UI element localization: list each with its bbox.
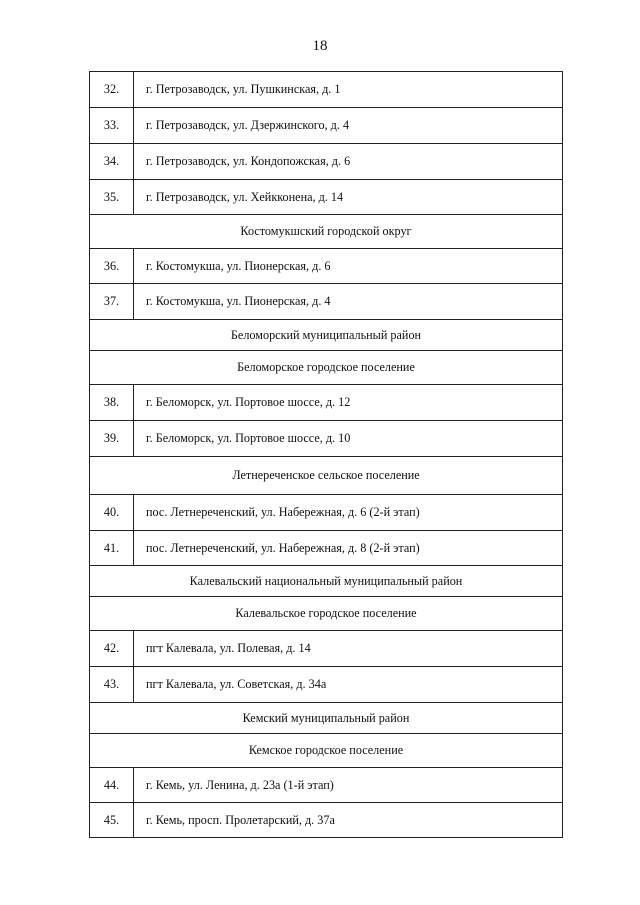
address-cell: г. Кемь, просп. Пролетарский, д. 37а: [134, 803, 563, 838]
row-number: 42.: [90, 631, 134, 667]
address-cell: г. Петрозаводск, ул. Хейкконена, д. 14: [134, 180, 563, 215]
section-title: Беломорский муниципальный район: [90, 320, 563, 351]
table-row: [90, 421, 563, 457]
address-cell: г. Кемь, ул. Ленина, д. 23а (1-й этап): [134, 768, 563, 803]
section-title: Кемское городское поселение: [90, 734, 563, 768]
page-number: 18: [312, 38, 328, 54]
address-cell: пгт Калевала, ул. Полевая, д. 14: [134, 631, 563, 667]
table-row: [90, 803, 563, 838]
table-row: [90, 144, 563, 180]
address-cell: г. Петрозаводск, ул. Дзержинского, д. 4: [134, 108, 563, 144]
table-row: [90, 768, 563, 803]
address-cell: г. Беломорск, ул. Портовое шоссе, д. 10: [134, 421, 563, 457]
section-header-row: [90, 734, 563, 768]
address-cell: г. Петрозаводск, ул. Кондопожская, д. 6: [134, 144, 563, 180]
row-number: 37.: [90, 284, 134, 320]
section-title: Кемский муниципальный район: [90, 703, 563, 734]
row-number: 41.: [90, 531, 134, 566]
address-cell: пос. Летнереченский, ул. Набережная, д. 6 (2-й этап): [134, 495, 563, 531]
section-header-row: [90, 597, 563, 631]
section-header-row: [90, 215, 563, 249]
section-title: Летнереченское сельское поселение: [90, 457, 563, 495]
address-cell: пгт Калевала, ул. Советская, д. 34а: [134, 667, 563, 703]
section-title: Беломорское городское поселение: [90, 351, 563, 385]
table-row: [90, 249, 563, 284]
table-row: [90, 284, 563, 320]
table-row: [90, 108, 563, 144]
section-header-row: [90, 320, 563, 351]
table-row: [90, 631, 563, 667]
section-header-row: [90, 703, 563, 734]
table-row: [90, 385, 563, 421]
section-header-row: [90, 351, 563, 385]
section-header-row: [90, 457, 563, 495]
table-row: [90, 667, 563, 703]
row-number: 43.: [90, 667, 134, 703]
table-row: [90, 72, 563, 108]
row-number: 38.: [90, 385, 134, 421]
address-table: [89, 71, 563, 838]
table-row: [90, 180, 563, 215]
row-number: 44.: [90, 768, 134, 803]
address-cell: г. Костомукша, ул. Пионерская, д. 6: [134, 249, 563, 284]
row-number: 35.: [90, 180, 134, 215]
row-number: 40.: [90, 495, 134, 531]
section-title: Костомукшский городской округ: [90, 215, 563, 249]
row-number: 36.: [90, 249, 134, 284]
table-row: [90, 495, 563, 531]
address-cell: г. Костомукша, ул. Пионерская, д. 4: [134, 284, 563, 320]
section-title: Калевальское городское поселение: [90, 597, 563, 631]
row-number: 34.: [90, 144, 134, 180]
address-table-body: [90, 72, 563, 838]
row-number: 33.: [90, 108, 134, 144]
address-cell: пос. Летнереченский, ул. Набережная, д. 8 (2-й этап): [134, 531, 563, 566]
address-cell: г. Петрозаводск, ул. Пушкинская, д. 1: [134, 72, 563, 108]
row-number: 39.: [90, 421, 134, 457]
address-cell: г. Беломорск, ул. Портовое шоссе, д. 12: [134, 385, 563, 421]
section-title: Калевальский национальный муниципальный район: [90, 566, 563, 597]
section-header-row: [90, 566, 563, 597]
row-number: 45.: [90, 803, 134, 838]
table-row: [90, 531, 563, 566]
row-number: 32.: [90, 72, 134, 108]
